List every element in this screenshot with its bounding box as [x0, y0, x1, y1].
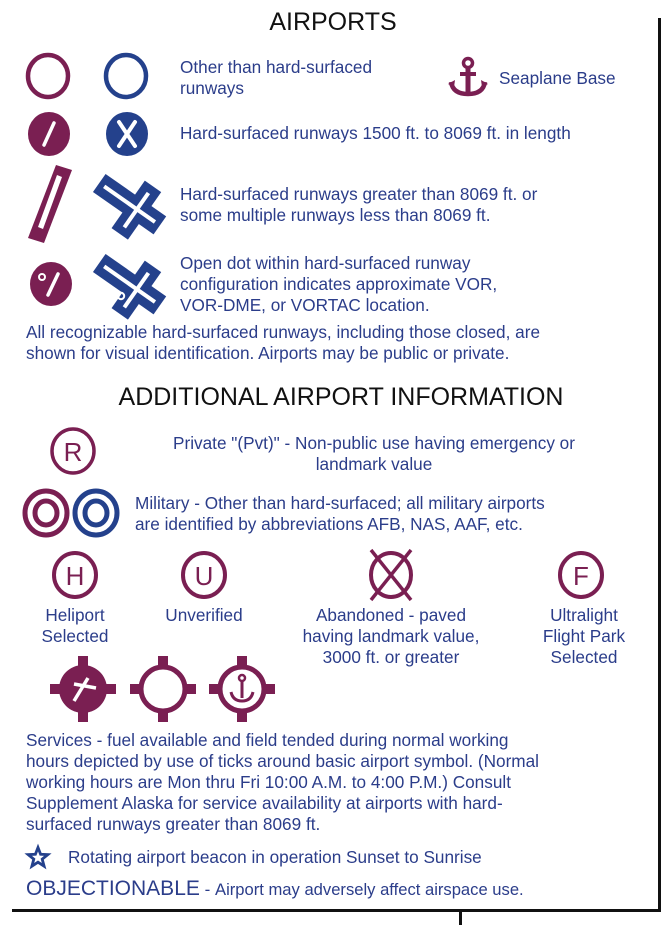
blue-filled-circle-x-icon — [104, 110, 150, 158]
services-open-circle-icon — [128, 654, 198, 724]
military-blue-circle-icon — [70, 487, 122, 539]
military-magenta-circle-icon — [20, 487, 72, 539]
services-filled-runway-icon — [48, 654, 118, 724]
svg-text:F: F — [573, 561, 589, 591]
right-border-line — [658, 18, 661, 912]
services-anchor-icon — [207, 654, 277, 724]
blue-open-circle-icon — [102, 52, 150, 100]
hard-surfaced-1500-text: Hard-surfaced runways 1500 ft. to 8069 ft. in length — [180, 123, 571, 143]
bottom-border-line — [12, 909, 661, 912]
services-text: Services - fuel available and field tended during normal working hours depicted by use of ticks around basic airport symbol. (Normal working hours are Mon thru Fri 10:00 A.M. to 4:00 P.M.) Consult Supplement Alaska for service availability at airports with hard- surfaced runways greater than 8069 ft. — [26, 730, 539, 834]
hard-surfaced-8069-text: Hard-surfaced runways greater than 8069 ft. or some multiple runways less than 8069 ft. — [180, 184, 538, 225]
military-text: Military - Other than hard-surfaced; all military airports are identified by abbreviations AFB, NAS, AAF, etc. — [135, 493, 545, 534]
unverified-u-circle-icon — [179, 549, 229, 601]
objectionable-label: OBJECTIONABLE — [26, 877, 200, 900]
svg-text:R: R — [63, 437, 83, 467]
other-than-hard-surfaced-text: Other than hard-surfaced runways — [180, 57, 373, 98]
abandoned-label: Abandoned - paved having landmark value, 3000 ft. or greater — [302, 605, 480, 667]
magenta-open-circle-icon — [24, 52, 72, 100]
objectionable-row — [26, 877, 524, 901]
seaplane-base-label: Seaplane Base — [499, 68, 616, 88]
heliport-h-circle-icon — [50, 549, 100, 601]
unverified-label: Unverified — [165, 605, 243, 625]
private-r-circle-icon — [48, 425, 98, 477]
blue-runway-cross-icon — [88, 170, 170, 240]
anchor-icon — [448, 56, 488, 100]
airports-note: All recognizable hard-surfaced runways, including those closed, are shown for visual identification. Airports may be public or private. — [26, 322, 540, 363]
objectionable-text: Airport may adversely affect airspace use. — [215, 880, 524, 899]
ultralight-f-circle-icon — [556, 549, 606, 601]
star-icon — [27, 846, 49, 868]
ultralight-label: Ultralight Flight Park Selected — [542, 605, 626, 667]
abandoned-x-circle-icon — [365, 546, 417, 602]
additional-info-title: ADDITIONAL AIRPORT INFORMATION — [118, 383, 564, 411]
open-dot-vor-text: Open dot within hard-surfaced runway configuration indicates approximate VOR, VOR-DME, or VORTAC location. — [180, 253, 498, 315]
svg-text:H: H — [65, 561, 85, 591]
magenta-filled-circle-runway-icon — [26, 110, 72, 158]
svg-text:U: U — [194, 561, 214, 591]
airports-title: AIRPORTS — [269, 8, 397, 36]
magenta-circle-runway-dot-icon — [28, 261, 74, 307]
beacon-text: Rotating airport beacon in operation Sunset to Sunrise — [68, 847, 482, 867]
private-text: Private "(Pvt)" - Non-public use having emergency or landmark value — [173, 433, 575, 474]
heliport-label: Heliport Selected — [41, 605, 109, 646]
magenta-long-runway-icon — [22, 163, 76, 245]
blue-runway-cross-dot-icon — [88, 250, 170, 320]
bottom-tick-line — [459, 909, 462, 925]
objectionable-separator: - — [199, 880, 215, 899]
